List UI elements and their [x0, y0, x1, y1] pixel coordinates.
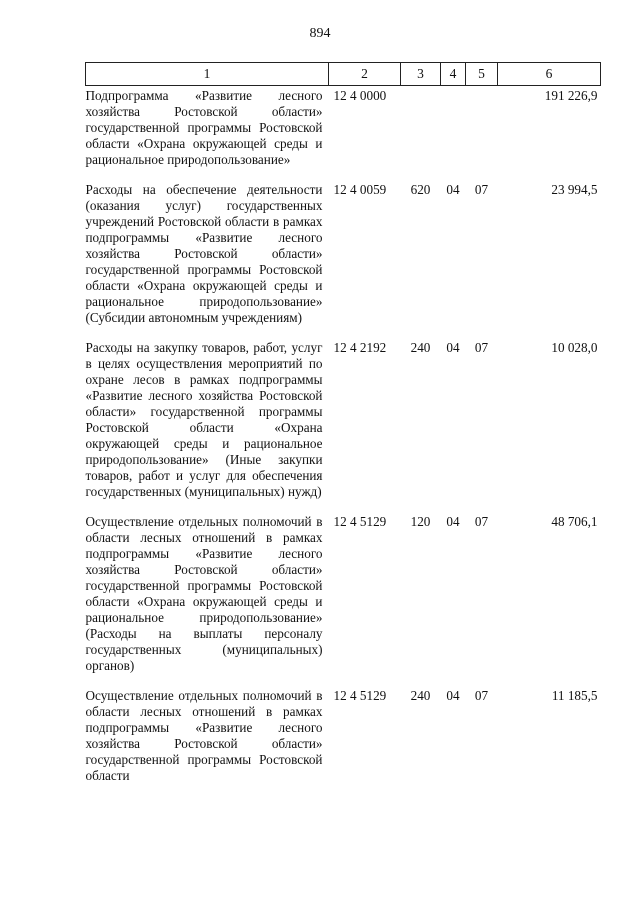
row-col5: 07 [474, 182, 489, 197]
row-code: 12 4 0000 [333, 88, 387, 103]
row-sum: 23 994,5 [551, 182, 598, 197]
table-row [86, 337, 601, 511]
row-sum: 48 706,1 [551, 514, 598, 529]
header-col-4: 4 [441, 63, 466, 86]
row-col3: 240 [410, 340, 431, 355]
row-col4: 04 [446, 340, 460, 355]
row-code: 12 4 2192 [333, 340, 387, 355]
row-code: 12 4 0059 [333, 182, 387, 197]
row-col4 [441, 86, 466, 180]
row-col4: 04 [446, 514, 460, 529]
row-col3: 240 [410, 688, 431, 703]
table-row [86, 179, 601, 337]
budget-table [85, 62, 601, 795]
row-name: Осуществление отдельных полномочий в области лесных отношений в рамках подпрограммы «Развитие лесного хозяйства Ростовской области» государственной программы Ростовской области «Охрана окружающей среды и рациональное природопользование» (Расходы на выплаты персоналу государственных (муниципальных) органов) [85, 514, 323, 673]
table-row [86, 685, 601, 795]
row-code: 12 4 5129 [333, 514, 387, 529]
row-col3: 120 [410, 514, 431, 529]
row-name: Расходы на закупку товаров, работ, услуг в целях осуществления мероприятий по охране лесов в рамках подпрограммы «Развитие лесного хозяйства Ростовской области» государственной программы Ростовской области «Охрана окружающей среды и рациональное природопользование» (Иные закупки товаров, работ и услуг для обеспечения государственных (муниципальных) нужд) [85, 340, 323, 499]
table-row [86, 86, 601, 180]
header-col-3: 3 [401, 63, 441, 86]
row-sum: 10 028,0 [551, 340, 598, 355]
header-row [86, 63, 601, 86]
row-col5: 07 [474, 340, 489, 355]
row-col5: 07 [474, 688, 489, 703]
row-name: Подпрограмма «Развитие лесного хозяйства Ростовской области» государственной программы Ростовской области «Охрана окружающей среды и рациональное природопользование» [85, 88, 323, 167]
header-col-5: 5 [466, 63, 498, 86]
header-col-6: 6 [498, 63, 601, 86]
row-col5: 07 [474, 514, 489, 529]
row-code: 12 4 5129 [333, 688, 387, 703]
row-col4: 04 [446, 688, 460, 703]
row-col3: 620 [410, 182, 431, 197]
header-col-2: 2 [329, 63, 401, 86]
row-col5 [466, 86, 498, 180]
row-sum: 191 226,9 [544, 88, 598, 103]
row-name: Расходы на обеспечение деятельности (оказания услуг) государственных учреждений Ростовской области в рамках подпрограммы «Развитие лесного хозяйства Ростовской области» государственной программы Ростовской области «Охрана окружающей среды и рациональное природопользование» (Субсидии автономным учреждениям) [85, 182, 323, 325]
row-col4: 04 [446, 182, 460, 197]
page-number: 894 [309, 26, 331, 41]
header-col-1: 1 [86, 63, 329, 86]
row-sum: 11 185,5 [551, 688, 598, 703]
row-col3 [401, 86, 441, 180]
row-name: Осуществление отдельных полномочий в области лесных отношений в рамках подпрограммы «Развитие лесного хозяйства Ростовской области» государственной программы Ростовской области [85, 688, 323, 783]
table-row [86, 511, 601, 685]
